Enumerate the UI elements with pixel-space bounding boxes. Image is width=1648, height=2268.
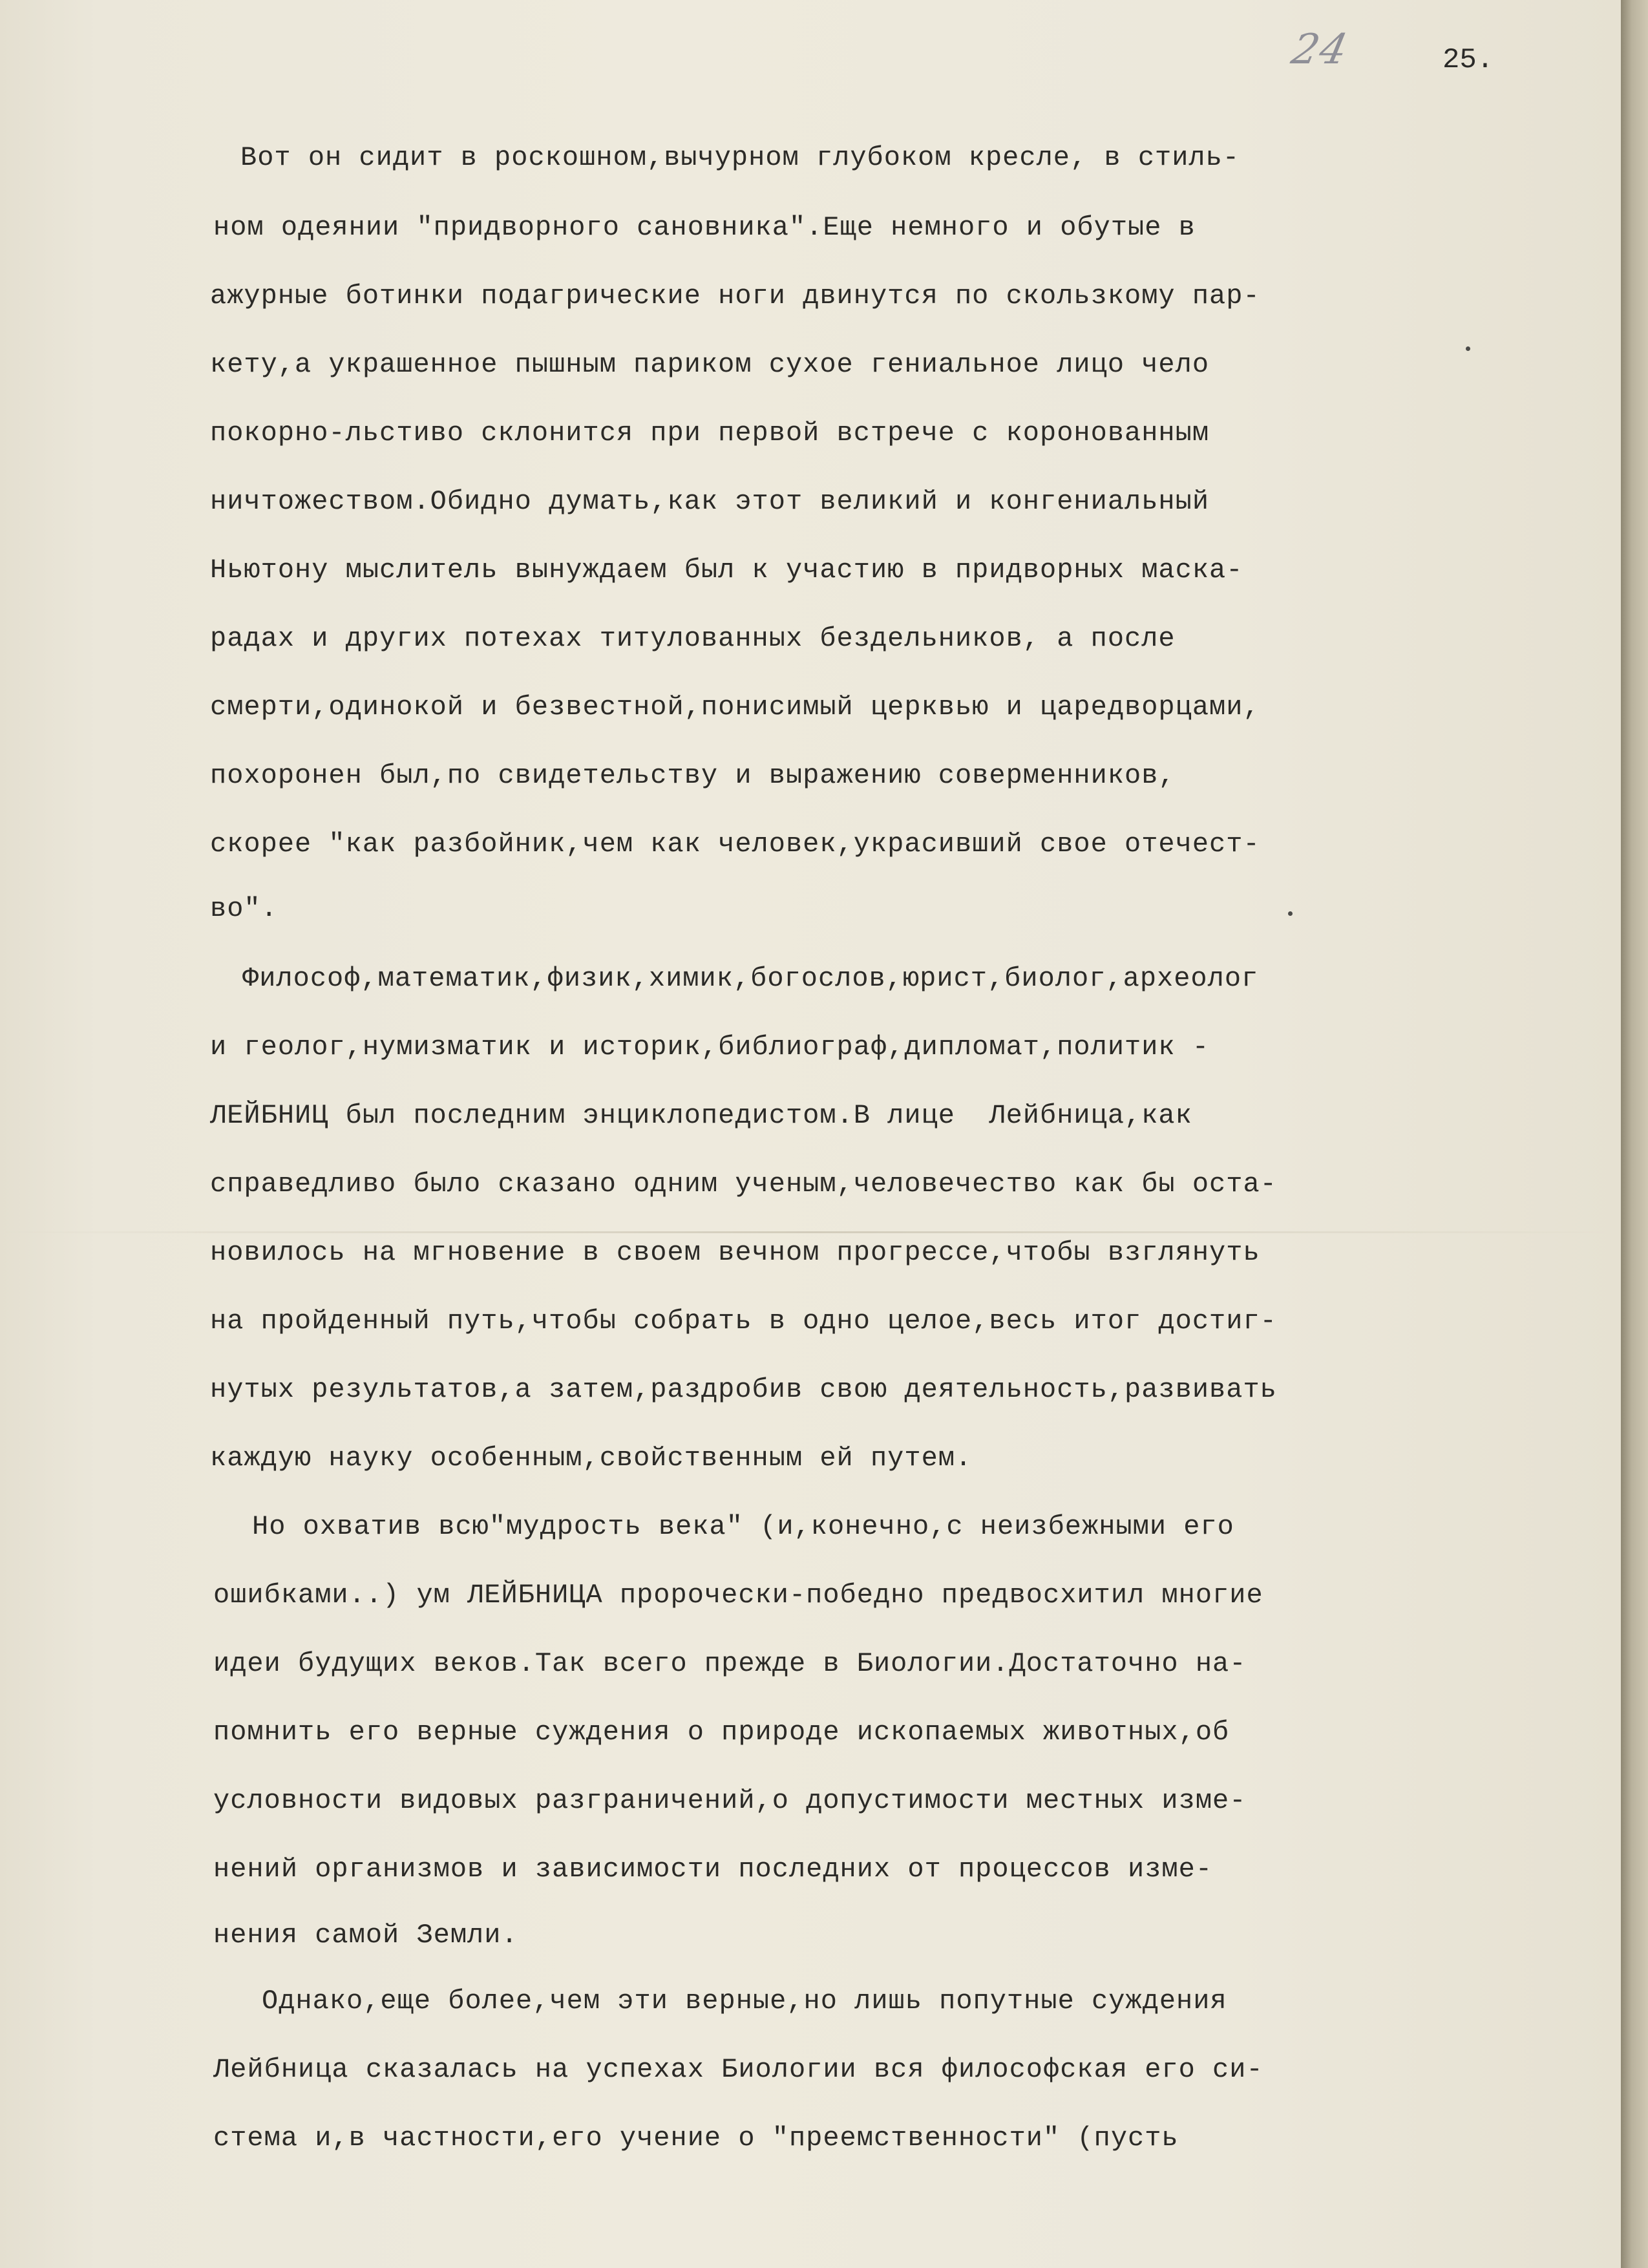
text-line: ничтожеством.Обидно думать,как этот великий и конгениальный bbox=[210, 486, 1210, 517]
text-line: и геолог,нумизматик и историк,библиограф,дипломат,политик - bbox=[210, 1032, 1210, 1063]
text-line: Но охватив всю"мудрость века" (и,конечно,с неизбежными его bbox=[252, 1511, 1234, 1542]
text-line: похоронен был,по свидетельству и выражению соверменников, bbox=[210, 760, 1176, 791]
text-line: нутых результатов,а затем,раздробив свою деятельность,развивать bbox=[210, 1374, 1277, 1405]
text-line: идеи будущих веков.Так всего прежде в Биологии.Достаточно на- bbox=[213, 1648, 1247, 1679]
text-line: на пройденный путь,чтобы собрать в одно целое,весь итог достиг- bbox=[210, 1306, 1277, 1337]
text-line: новилось на мгновение в своем вечном прогрессе,чтобы взглянуть bbox=[210, 1237, 1260, 1268]
paper-edge bbox=[1621, 0, 1648, 2268]
ink-dot bbox=[1466, 346, 1470, 351]
text-line: Однако,еще более,чем эти верные,но лишь попутные суждения bbox=[262, 1986, 1227, 2017]
handwritten-page-number: 24 bbox=[1287, 26, 1353, 74]
text-line: ошибками..) ум ЛЕЙБНИЦА пророчески-победно предвосхитил многие bbox=[213, 1580, 1263, 1611]
text-line: Ньютону мыслитель вынуждаем был к участию в придворных маска- bbox=[210, 555, 1243, 586]
text-line: Вот он сидит в роскошном,вычурном глубоком кресле, в стиль- bbox=[240, 142, 1240, 173]
text-line: ЛЕЙБНИЦ был последним энциклопедистом.В лице Лейбница,как bbox=[210, 1100, 1192, 1131]
text-line: нений организмов и зависимости последних от процессов изме- bbox=[213, 1854, 1213, 1885]
text-line: смерти,одинокой и безвестной,понисимый церквью и царедворцами, bbox=[210, 692, 1260, 723]
text-line: ажурные ботинки подагрические ноги двинутся по скользкому пар- bbox=[210, 281, 1260, 312]
text-line: ном одеянии "придворного сановника".Еще немного и обутые в bbox=[213, 212, 1196, 243]
text-line: нения самой Земли. bbox=[213, 1920, 518, 1951]
text-line: скорее "как разбойник,чем как человек,украсивший свое отечест- bbox=[210, 829, 1260, 860]
text-line: Философ,математик,физик,химик,богослов,юрист,биолог,археолог bbox=[242, 963, 1259, 994]
text-line: условности видовых разграничений,о допустимости местных изме- bbox=[213, 1785, 1247, 1816]
text-line: помнить его верные суждения о природе ископаемых животных,об bbox=[213, 1717, 1230, 1748]
text-line: каждую науку особенным,свойственным ей путем. bbox=[210, 1443, 973, 1474]
text-line: во". bbox=[210, 893, 278, 924]
text-line: кету,а украшенное пышным париком сухое гениальное лицо чело bbox=[210, 349, 1210, 380]
text-line: стема и,в частности,его учение о "преемственности" (пусть bbox=[213, 2123, 1179, 2154]
text-line: Лейбница сказалась на успехах Биологии вся философская его си- bbox=[213, 2054, 1263, 2085]
text-line: радах и других потехах титулованных бездельников, а после bbox=[210, 623, 1176, 654]
ink-dot bbox=[1288, 911, 1293, 916]
text-line: покорно-льстиво склонится при первой встрече с коронованным bbox=[210, 418, 1210, 449]
page-number: 25. bbox=[1442, 44, 1494, 76]
text-line: справедливо было сказано одним ученым,человечество как бы оста- bbox=[210, 1169, 1277, 1200]
paper-fold bbox=[0, 1231, 1621, 1233]
